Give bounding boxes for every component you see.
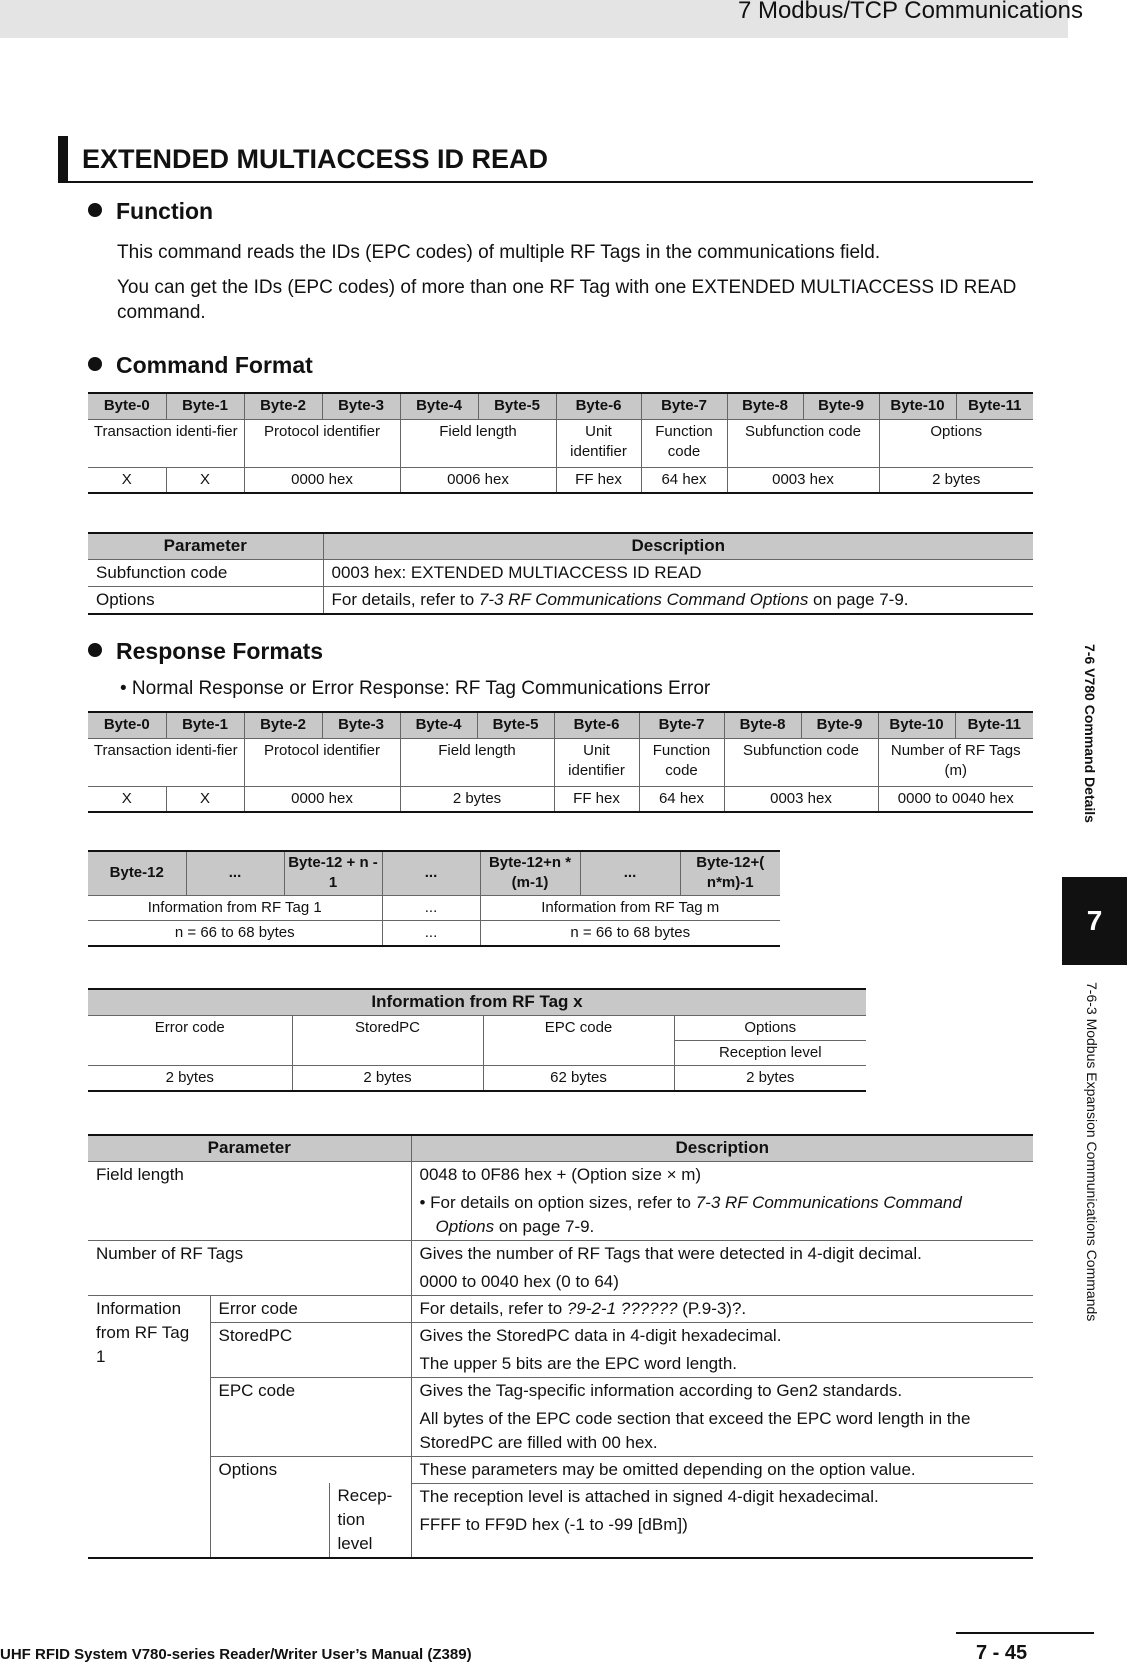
description-cell: Gives the StoredPC data in 4-digit hexadecimal. The upper 5 bits are the EPC word length. xyxy=(411,1322,1033,1377)
table-row xyxy=(88,1295,1033,1322)
field-name-cell: Function code xyxy=(641,419,727,467)
table-row xyxy=(88,1065,866,1091)
section-title: EXTENDED MULTIACCESS ID READ xyxy=(58,136,1033,183)
table-header-row xyxy=(88,851,780,895)
value-cell: 2 bytes xyxy=(400,786,554,812)
byte-header: ... xyxy=(580,851,680,895)
table-row xyxy=(88,895,780,920)
function-heading xyxy=(88,198,213,225)
byte-header: Byte-12+( n*m)-1 xyxy=(680,851,780,895)
byte-header: Byte-2 xyxy=(244,712,322,738)
size-cell: 2 bytes xyxy=(88,1065,292,1091)
field-name-cell: Transaction identi-fier xyxy=(88,419,244,467)
response-bullet: • Normal Response or Error Response: RF Tag Communications Error xyxy=(120,678,711,699)
footer-rule xyxy=(956,1632,1094,1634)
bullet-dot-icon xyxy=(88,643,102,657)
byte-header: Byte-9 xyxy=(801,712,878,738)
byte-header: Byte-7 xyxy=(641,393,727,419)
command-format-heading-label: Command Format xyxy=(116,352,313,378)
command-format-heading xyxy=(88,352,313,379)
tag-info-cell: Information from RF Tag 1 xyxy=(88,895,382,920)
parameter-cell: Options xyxy=(88,586,323,614)
value-cell: 0003 hex xyxy=(724,786,878,812)
byte-header: Byte-4 xyxy=(400,393,478,419)
table-row xyxy=(88,1456,1033,1483)
function-paragraph-2: You can get the IDs (EPC codes) of more than one RF Tag with one EXTENDED MULTIACCESS ID READ command. xyxy=(117,277,1017,323)
size-cell: 62 bytes xyxy=(483,1065,674,1091)
footer-page-number: 7 - 45 xyxy=(976,1642,1028,1664)
function-heading-label: Function xyxy=(116,198,214,224)
description-header: Description xyxy=(411,1135,1033,1161)
side-tab-chapter-number: 7 xyxy=(1062,877,1127,965)
table-row xyxy=(88,586,1033,614)
description-cell: These parameters may be omitted depending on the option value. xyxy=(411,1456,1033,1483)
field-name-cell: Unit identifier xyxy=(554,738,639,786)
field-name-cell: Options xyxy=(879,419,1033,467)
field-name-cell: Subfunction code xyxy=(724,738,878,786)
table-row xyxy=(88,1377,1033,1456)
value-cell: 0000 to 0040 hex xyxy=(878,786,1033,812)
table-row xyxy=(88,920,780,946)
response-formats-heading-label: Response Formats xyxy=(116,638,324,664)
cross-reference-link: 7-3 RF Communications Command Options xyxy=(478,589,809,609)
byte-header: Byte-0 xyxy=(88,712,166,738)
value-cell: X xyxy=(88,467,166,493)
field-name-cell: Subfunction code xyxy=(727,419,879,467)
table-row xyxy=(88,1015,866,1040)
byte-header: Byte-5 xyxy=(477,712,554,738)
parameter-cell: Options xyxy=(210,1456,411,1483)
value-cell: 0003 hex xyxy=(727,467,879,493)
parameter-cell: Number of RF Tags xyxy=(88,1240,411,1295)
value-cell: 2 bytes xyxy=(879,467,1033,493)
bullet-dot-icon xyxy=(88,357,102,371)
value-cell: FF hex xyxy=(556,467,641,493)
byte-header: Byte-6 xyxy=(556,393,641,419)
byte-header: Byte-12 + n - 1 xyxy=(284,851,382,895)
side-tab-section: 7-6 V780 Command Details xyxy=(1082,644,1098,823)
byte-header: Byte-12 xyxy=(88,851,186,895)
byte-header: Byte-1 xyxy=(166,712,244,738)
command-parameter-table xyxy=(88,532,1033,615)
parameter-cell: StoredPC xyxy=(210,1322,411,1377)
byte-header: Byte-10 xyxy=(879,393,956,419)
byte-header: Byte-6 xyxy=(554,712,639,738)
byte-header: Byte-7 xyxy=(639,712,724,738)
byte-header: ... xyxy=(382,851,480,895)
value-cell: X xyxy=(88,786,166,812)
side-tab-subsection: 7-6-3 Modbus Expansion Communications Commands xyxy=(1084,982,1100,1322)
table-row xyxy=(88,559,1033,586)
value-cell: 0000 hex xyxy=(244,786,400,812)
parameter-cell: EPC code xyxy=(210,1377,411,1456)
tag-info-cell: Information from RF Tag m xyxy=(480,895,780,920)
byte-header: Byte-1 xyxy=(166,393,244,419)
footer-manual-title: UHF RFID System V780-series Reader/Writer User’s Manual (Z389) xyxy=(0,1646,472,1663)
value-cell: 0006 hex xyxy=(400,467,556,493)
table-row xyxy=(88,786,1033,812)
field-name-cell: Protocol identifier xyxy=(244,419,400,467)
description-cell: 0048 to 0F86 hex + (Option size × m) • For details on option sizes, refer to 7-3 RF Communications Command Options on page 7-9. xyxy=(411,1161,1033,1240)
byte-header: Byte-3 xyxy=(322,393,400,419)
value-cell: FF hex xyxy=(554,786,639,812)
description-cell: For details, refer to ?9-2-1 ?????? (P.9-3)?. xyxy=(411,1295,1033,1322)
value-cell: 64 hex xyxy=(641,467,727,493)
command-format-table xyxy=(88,392,1033,494)
description-cell: Gives the Tag-specific information according to Gen2 standards. All bytes of the EPC code section that exceed the EPC word length in the StoredPC are filled with 00 hex. xyxy=(411,1377,1033,1456)
field-name-cell: Transaction identi-fier xyxy=(88,738,244,786)
description-cell: 0003 hex: EXTENDED MULTIACCESS ID READ xyxy=(323,559,1033,586)
parameter-header: Parameter xyxy=(88,1135,411,1161)
value-cell: 0000 hex xyxy=(244,467,400,493)
table-header-row xyxy=(88,1135,1033,1161)
value-cell: 64 hex xyxy=(639,786,724,812)
size-cell: 2 bytes xyxy=(674,1065,866,1091)
tag-info-table xyxy=(88,988,866,1092)
parameter-spacer-cell xyxy=(210,1483,329,1558)
byte-header: Byte-2 xyxy=(244,393,322,419)
column-cell: Options xyxy=(674,1015,866,1040)
bullet-dot-icon xyxy=(88,203,102,217)
parameter-cell: Recep-tion level xyxy=(329,1483,411,1558)
size-cell: 2 bytes xyxy=(292,1065,483,1091)
table-row xyxy=(88,1483,1033,1558)
byte-header: Byte-12+n *(m-1) xyxy=(480,851,580,895)
cross-reference-link: 7-3 RF Communications Command Options xyxy=(435,1192,962,1236)
description-cell: For details, refer to 7-3 RF Communications Command Options on page 7-9. xyxy=(323,586,1033,614)
field-name-cell: Number of RF Tags (m) xyxy=(878,738,1033,786)
table-row xyxy=(88,1240,1033,1295)
byte-header: Byte-0 xyxy=(88,393,166,419)
chapter-title: 7 Modbus/TCP Communications xyxy=(737,0,1083,24)
byte-header: Byte-11 xyxy=(955,712,1033,738)
table-row xyxy=(88,1322,1033,1377)
table-header-row xyxy=(88,989,866,1015)
byte-header: Byte-8 xyxy=(724,712,801,738)
byte-header: Byte-3 xyxy=(322,712,400,738)
byte-header: Byte-4 xyxy=(400,712,477,738)
field-name-cell: Protocol identifier xyxy=(244,738,400,786)
parameter-cell: Subfunction code xyxy=(88,559,323,586)
parameter-group-cell: Information from RF Tag 1 xyxy=(88,1295,210,1558)
table-row xyxy=(88,738,1033,786)
table-row xyxy=(88,419,1033,467)
parameter-cell: Field length xyxy=(88,1161,411,1240)
value-cell: X xyxy=(166,467,244,493)
byte-header: Byte-5 xyxy=(478,393,556,419)
byte-header: Byte-11 xyxy=(956,393,1033,419)
description-cell: The reception level is attached in signed 4-digit hexadecimal. FFFF to FF9D hex (-1 to -99 [dBm]) xyxy=(411,1483,1033,1558)
byte-header: Byte-9 xyxy=(803,393,879,419)
description-header: Description xyxy=(323,533,1033,559)
column-cell: Error code xyxy=(88,1015,292,1065)
field-name-cell: Field length xyxy=(400,419,556,467)
field-name-cell: Field length xyxy=(400,738,554,786)
table-header-row xyxy=(88,533,1033,559)
table-row xyxy=(88,467,1033,493)
tag-bytes-table xyxy=(88,850,780,947)
column-cell: Reception level xyxy=(674,1040,866,1065)
byte-header: Byte-8 xyxy=(727,393,803,419)
tag-info-header: Information from RF Tag x xyxy=(88,989,866,1015)
ellipsis-cell: ... xyxy=(382,920,480,946)
value-cell: X xyxy=(166,786,244,812)
parameter-cell: Error code xyxy=(210,1295,411,1322)
column-cell: EPC code xyxy=(483,1015,674,1065)
table-header-row xyxy=(88,393,1033,419)
field-name-cell: Function code xyxy=(639,738,724,786)
cross-reference-link: ?9-2-1 ?????? xyxy=(566,1298,678,1318)
size-cell: n = 66 to 68 bytes xyxy=(88,920,382,946)
parameter-header: Parameter xyxy=(88,533,323,559)
column-cell: StoredPC xyxy=(292,1015,483,1065)
ellipsis-cell: ... xyxy=(382,895,480,920)
response-format-table xyxy=(88,711,1033,813)
field-name-cell: Unit identifier xyxy=(556,419,641,467)
byte-header: ... xyxy=(186,851,284,895)
size-cell: n = 66 to 68 bytes xyxy=(480,920,780,946)
description-cell: Gives the number of RF Tags that were detected in 4-digit decimal. 0000 to 0040 hex (0 to 64) xyxy=(411,1240,1033,1295)
table-row xyxy=(88,1161,1033,1240)
function-paragraph-1: This command reads the IDs (EPC codes) of multiple RF Tags in the communications field. xyxy=(117,242,881,263)
table-header-row xyxy=(88,712,1033,738)
response-formats-heading xyxy=(88,638,323,665)
response-parameter-table xyxy=(88,1134,1033,1559)
byte-header: Byte-10 xyxy=(878,712,955,738)
